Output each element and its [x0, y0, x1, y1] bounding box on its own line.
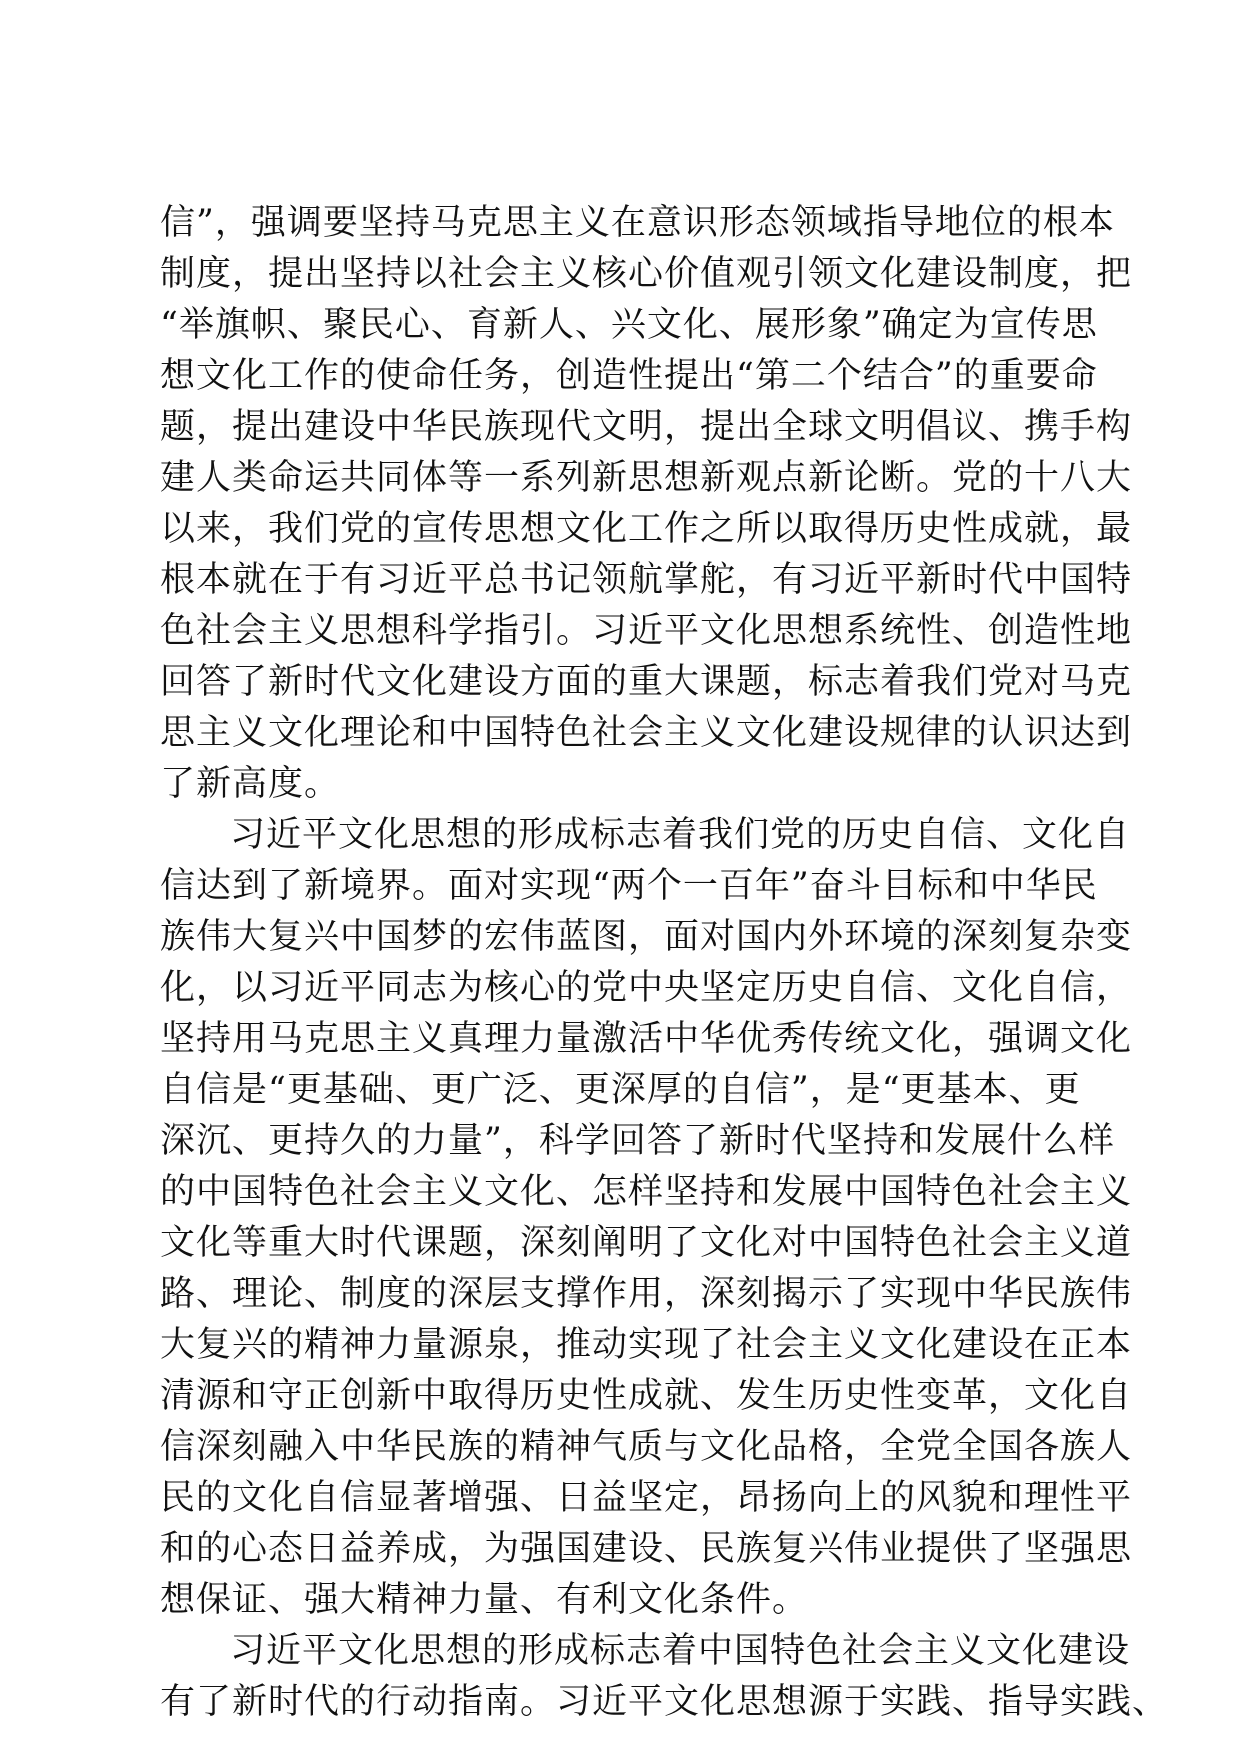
text-line: 路、理论、制度的深层支撑作用，深刻揭示了实现中华民族伟	[160, 1274, 1133, 1314]
text-line: 信深刻融入中华民族的精神气质与文化品格，全党全国各族人	[160, 1427, 1133, 1467]
text-line: 习近平文化思想的形成标志着中国特色社会主义文化建设	[230, 1631, 1131, 1671]
text-line: 民的文化自信显著增强、日益坚定，昂扬向上的风貌和理性平	[160, 1478, 1133, 1518]
text-line: 自信是“更基础、更广泛、更深厚的自信”，是“更基本、更	[160, 1070, 1081, 1110]
text-line: 思主义文化理论和中国特色社会主义文化建设规律的认识达到	[160, 713, 1133, 753]
text-line: “举旗帜、聚民心、育新人、兴文化、展形象”确定为宣传思	[160, 305, 1098, 345]
text-line: 根本就在于有习近平总书记领航掌舵，有习近平新时代中国特	[160, 560, 1133, 600]
text-line: 坚持用马克思主义真理力量激活中华优秀传统文化，强调文化	[160, 1019, 1133, 1059]
paragraph-3	[160, 1626, 1169, 1728]
text-line: 习近平文化思想的形成标志着我们党的历史自信、文化自	[230, 815, 1131, 855]
text-line: 清源和守正创新中取得历史性成就、发生历史性变革，文化自	[160, 1376, 1133, 1416]
text-line: 色社会主义思想科学指引。习近平文化思想系统性、创造性地	[160, 611, 1133, 651]
text-line: 信”，强调要坚持马克思主义在意识形态领域指导地位的根本	[160, 203, 1115, 243]
text-line: 想文化工作的使命任务，创造性提出“第二个结合”的重要命	[160, 356, 1098, 396]
text-line: 深沉、更持久的力量”，科学回答了新时代坚持和发展什么样	[160, 1121, 1115, 1161]
body-text	[160, 198, 1169, 1728]
text-line: 想保证、强大精神力量、有利文化条件。	[160, 1580, 809, 1620]
text-line: 制度，提出坚持以社会主义核心价值观引领文化建设制度，把	[160, 254, 1133, 294]
text-line: 有了新时代的行动指南。习近平文化思想源于实践、指导实践、	[160, 1682, 1169, 1722]
text-line: 大复兴的精神力量源泉，推动实现了社会主义文化建设在正本	[160, 1325, 1133, 1365]
text-line: 信达到了新境界。面对实现“两个一百年”奋斗目标和中华民	[160, 866, 1098, 906]
text-line: 化，以习近平同志为核心的党中央坚定历史自信、文化自信，	[160, 968, 1133, 1008]
paragraph-2	[160, 810, 1133, 1626]
text-line: 文化等重大时代课题，深刻阐明了文化对中国特色社会主义道	[160, 1223, 1133, 1263]
text-line: 题，提出建设中华民族现代文明，提出全球文明倡议、携手构	[160, 407, 1133, 447]
paragraph-1	[160, 198, 1133, 810]
text-line: 了新高度。	[160, 764, 341, 804]
text-line: 以来，我们党的宣传思想文化工作之所以取得历史性成就，最	[160, 509, 1133, 549]
text-line: 回答了新时代文化建设方面的重大课题，标志着我们党对马克	[160, 662, 1133, 702]
text-line: 的中国特色社会主义文化、怎样坚持和发展中国特色社会主义	[160, 1172, 1133, 1212]
text-line: 和的心态日益养成，为强国建设、民族复兴伟业提供了坚强思	[160, 1529, 1133, 1569]
text-line: 族伟大复兴中国梦的宏伟蓝图，面对国内外环境的深刻复杂变	[160, 917, 1133, 957]
text-line: 建人类命运共同体等一系列新思想新观点新论断。党的十八大	[160, 458, 1133, 498]
